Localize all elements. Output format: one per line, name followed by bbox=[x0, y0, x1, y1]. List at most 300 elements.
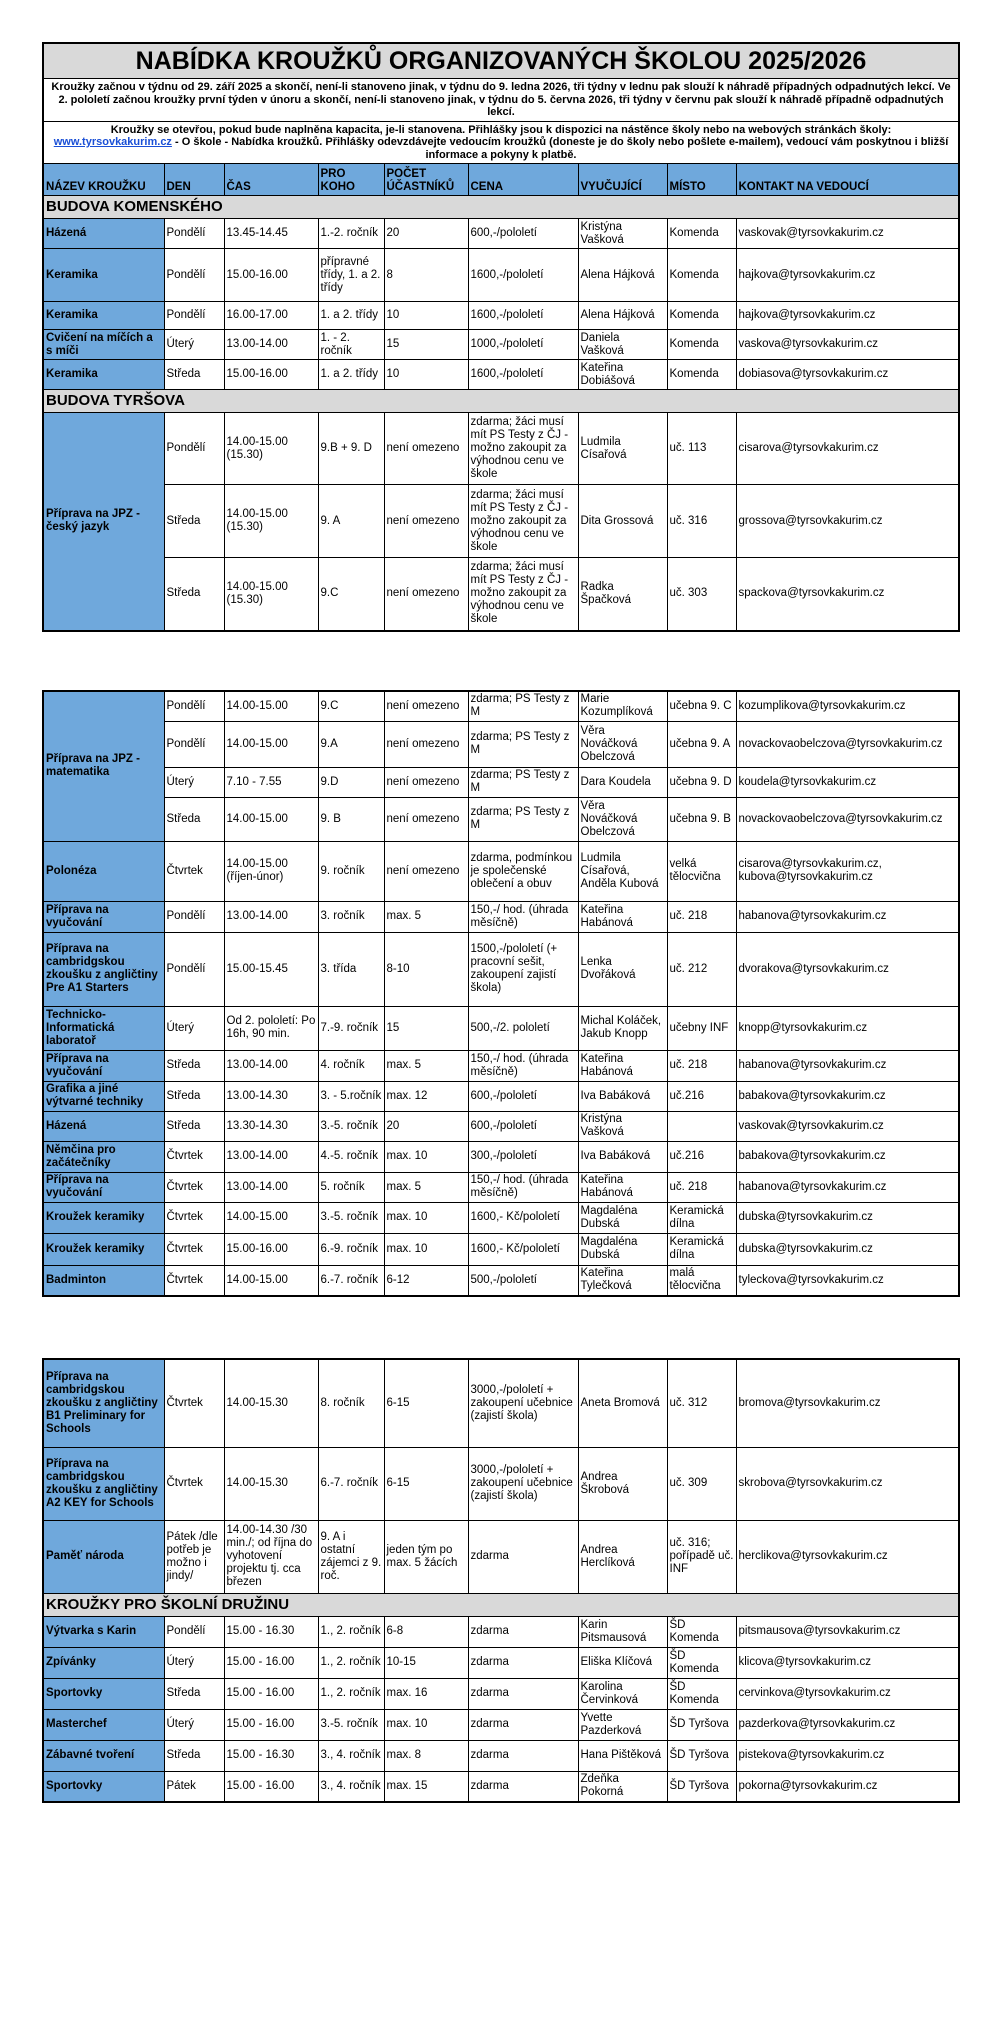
place-cell: Komenda bbox=[667, 330, 736, 360]
place-cell: uč. 316 bbox=[667, 485, 736, 558]
price-cell: zdarma bbox=[468, 1709, 578, 1740]
place-cell: malá tělocvična bbox=[667, 1265, 736, 1296]
teacher-cell: Marie Kozumplíková bbox=[578, 691, 667, 721]
audience-cell: 1. a 2. třídy bbox=[318, 302, 384, 330]
capacity-cell: max. 10 bbox=[384, 1141, 468, 1172]
time-cell: 15.00-16.00 bbox=[224, 360, 318, 390]
contact-cell: bromova@tyrsovkakurim.cz bbox=[736, 1359, 959, 1447]
capacity-cell: 8 bbox=[384, 249, 468, 302]
audience-cell: 1. - 2. ročník bbox=[318, 330, 384, 360]
club-name-cell: Zábavné tvoření bbox=[43, 1740, 164, 1771]
place-cell: ŠD Tyršova bbox=[667, 1740, 736, 1771]
capacity-cell: není omezeno bbox=[384, 558, 468, 631]
contact-cell: cervinkova@tyrsovkakurim.cz bbox=[736, 1678, 959, 1709]
time-cell: 13.00-14.30 bbox=[224, 1081, 318, 1111]
table-row bbox=[43, 797, 959, 841]
table-row bbox=[43, 721, 959, 767]
teacher-cell: Ludmila Císařová bbox=[578, 413, 667, 485]
place-cell: ŠD Komenda bbox=[667, 1616, 736, 1647]
price-cell: zdarma; PS Testy z M bbox=[468, 767, 578, 797]
day-cell: Pondělí bbox=[164, 219, 224, 249]
day-cell: Pondělí bbox=[164, 691, 224, 721]
price-cell: 500,-/2. pololetí bbox=[468, 1006, 578, 1050]
day-cell: Pátek /dle potřeb je možno i jindy/ bbox=[164, 1520, 224, 1593]
audience-cell: 3. ročník bbox=[318, 901, 384, 932]
capacity-cell: 20 bbox=[384, 1111, 468, 1141]
capacity-cell: max. 10 bbox=[384, 1202, 468, 1233]
capacity-cell: max. 12 bbox=[384, 1081, 468, 1111]
teacher-cell: Eliška Klíčová bbox=[578, 1647, 667, 1678]
time-cell: 15.00 - 16.00 bbox=[224, 1771, 318, 1802]
time-cell: 15.00-15.45 bbox=[224, 932, 318, 1006]
place-cell: učebna 9. B bbox=[667, 797, 736, 841]
day-cell: Úterý bbox=[164, 767, 224, 797]
capacity-cell: max. 16 bbox=[384, 1678, 468, 1709]
day-cell: Čtvrtek bbox=[164, 1359, 224, 1447]
teacher-cell: Andrea Herclíková bbox=[578, 1520, 667, 1593]
time-cell: 15.00 - 16.00 bbox=[224, 1647, 318, 1678]
capacity-cell: 6-15 bbox=[384, 1447, 468, 1520]
capacity-cell: 10 bbox=[384, 360, 468, 390]
table-row bbox=[43, 413, 959, 485]
place-cell: Komenda bbox=[667, 219, 736, 249]
club-name-cell: Příprava na vyučování bbox=[43, 1172, 164, 1202]
table-row bbox=[43, 485, 959, 558]
time-cell: 13.00-14.00 bbox=[224, 1172, 318, 1202]
day-cell: Čtvrtek bbox=[164, 1265, 224, 1296]
time-cell: 14.00-15.00 (15.30) bbox=[224, 413, 318, 485]
teacher-cell: Michal Koláček, Jakub Knopp bbox=[578, 1006, 667, 1050]
teacher-cell: Kateřina Dobiášová bbox=[578, 360, 667, 390]
school-website-link[interactable]: www.tyrsovkakurim.cz bbox=[53, 136, 172, 148]
day-cell: Středa bbox=[164, 360, 224, 390]
place-cell: učebna 9. D bbox=[667, 767, 736, 797]
place-cell: Keramická dílna bbox=[667, 1233, 736, 1265]
club-name-cell: Keramika bbox=[43, 360, 164, 390]
day-cell: Pondělí bbox=[164, 1616, 224, 1647]
teacher-cell: Magdaléna Dubská bbox=[578, 1202, 667, 1233]
table-row bbox=[43, 1233, 959, 1265]
price-cell: zdarma, podmínkou je společenské oblečení a obuv bbox=[468, 841, 578, 901]
place-cell: uč.216 bbox=[667, 1081, 736, 1111]
place-cell: uč. 218 bbox=[667, 1172, 736, 1202]
contact-cell: hajkova@tyrsovkakurim.cz bbox=[736, 249, 959, 302]
table-row bbox=[43, 302, 959, 330]
audience-cell: 3., 4. ročník bbox=[318, 1771, 384, 1802]
teacher-cell: Hana Pištěková bbox=[578, 1740, 667, 1771]
club-name-cell: Technicko-Informatická laboratoř bbox=[43, 1006, 164, 1050]
club-name-cell: Sportovky bbox=[43, 1771, 164, 1802]
capacity-cell: max. 10 bbox=[384, 1233, 468, 1265]
price-cell: 500,-/pololetí bbox=[468, 1265, 578, 1296]
time-cell: 15.00 - 16.30 bbox=[224, 1740, 318, 1771]
clubs-table-page-2 bbox=[42, 690, 960, 1297]
teacher-cell: Věra Nováčková Obelczová bbox=[578, 721, 667, 767]
clubs-table-page-3 bbox=[42, 1358, 960, 1803]
contact-cell: vaskova@tyrsovkakurim.cz bbox=[736, 330, 959, 360]
time-cell: 14.00-15.00 (říjen-únor) bbox=[224, 841, 318, 901]
time-cell: 14.00-15.00 bbox=[224, 691, 318, 721]
club-name-cell: Sportovky bbox=[43, 1678, 164, 1709]
table-row bbox=[43, 1616, 959, 1647]
club-name-cell: Házená bbox=[43, 219, 164, 249]
place-cell: učebny INF bbox=[667, 1006, 736, 1050]
teacher-cell: Iva Babáková bbox=[578, 1081, 667, 1111]
table-row bbox=[43, 1050, 959, 1081]
place-cell: Komenda bbox=[667, 360, 736, 390]
day-cell: Středa bbox=[164, 1740, 224, 1771]
price-cell: 1600,-/pololetí bbox=[468, 302, 578, 330]
day-cell: Středa bbox=[164, 485, 224, 558]
audience-cell: 9.A bbox=[318, 721, 384, 767]
capacity-cell: není omezeno bbox=[384, 485, 468, 558]
table-row bbox=[43, 558, 959, 631]
club-name-cell: Keramika bbox=[43, 249, 164, 302]
audience-cell: 9. ročník bbox=[318, 841, 384, 901]
club-name-cell: Házená bbox=[43, 1111, 164, 1141]
price-cell: 1600,- Kč/pololetí bbox=[468, 1233, 578, 1265]
club-name-cell: Kroužek keramiky bbox=[43, 1233, 164, 1265]
day-cell: Úterý bbox=[164, 1006, 224, 1050]
club-name-cell: Příprava na JPZ - matematika bbox=[43, 691, 164, 841]
time-cell: 13.45-14.45 bbox=[224, 219, 318, 249]
audience-cell: 9.B + 9. D bbox=[318, 413, 384, 485]
clubs-table-page-1 bbox=[42, 42, 960, 632]
capacity-cell: 10-15 bbox=[384, 1647, 468, 1678]
day-cell: Pondělí bbox=[164, 901, 224, 932]
contact-cell: vaskovak@tyrsovkakurim.cz bbox=[736, 1111, 959, 1141]
audience-cell: 3.-5. ročník bbox=[318, 1202, 384, 1233]
place-cell: uč. 303 bbox=[667, 558, 736, 631]
contact-cell: dobiasova@tyrsovkakurim.cz bbox=[736, 360, 959, 390]
teacher-cell: Kristýna Vašková bbox=[578, 1111, 667, 1141]
contact-cell: knopp@tyrsovkakurim.cz bbox=[736, 1006, 959, 1050]
day-cell: Pondělí bbox=[164, 413, 224, 485]
day-cell: Středa bbox=[164, 797, 224, 841]
teacher-cell: Daniela Vašková bbox=[578, 330, 667, 360]
contact-cell: babakova@tyrsovkakurim.cz bbox=[736, 1141, 959, 1172]
price-cell: 1600,-/pololetí bbox=[468, 360, 578, 390]
table-row bbox=[43, 1141, 959, 1172]
table-row bbox=[43, 1647, 959, 1678]
club-name-cell: Příprava na cambridgskou zkoušku z angličtiny B1 Preliminary for Schools bbox=[43, 1359, 164, 1447]
teacher-cell: Kateřina Habánová bbox=[578, 1050, 667, 1081]
teacher-cell: Karin Pitsmausová bbox=[578, 1616, 667, 1647]
club-name-cell: Keramika bbox=[43, 302, 164, 330]
audience-cell: 6.-9. ročník bbox=[318, 1233, 384, 1265]
teacher-cell: Kristýna Vašková bbox=[578, 219, 667, 249]
teacher-cell: Yvette Pazderková bbox=[578, 1709, 667, 1740]
capacity-cell: 10 bbox=[384, 302, 468, 330]
table-row bbox=[43, 1111, 959, 1141]
teacher-cell: Iva Babáková bbox=[578, 1141, 667, 1172]
price-cell: zdarma bbox=[468, 1520, 578, 1593]
day-cell: Středa bbox=[164, 1111, 224, 1141]
price-cell: 300,-/pololetí bbox=[468, 1141, 578, 1172]
time-cell: 13.30-14.30 bbox=[224, 1111, 318, 1141]
table-row bbox=[43, 1202, 959, 1233]
capacity-cell: max. 10 bbox=[384, 1709, 468, 1740]
teacher-cell: Kateřina Tylečková bbox=[578, 1265, 667, 1296]
day-cell: Úterý bbox=[164, 1647, 224, 1678]
time-cell: 14.00-15.00 bbox=[224, 797, 318, 841]
capacity-cell: 6-15 bbox=[384, 1359, 468, 1447]
time-cell: 14.00-15.00 (15.30) bbox=[224, 485, 318, 558]
audience-cell: 9.C bbox=[318, 558, 384, 631]
capacity-cell: není omezeno bbox=[384, 841, 468, 901]
day-cell: Pondělí bbox=[164, 302, 224, 330]
day-cell: Čtvrtek bbox=[164, 1202, 224, 1233]
place-cell: ŠD Komenda bbox=[667, 1678, 736, 1709]
capacity-cell: není omezeno bbox=[384, 691, 468, 721]
contact-cell: herclikova@tyrsovkakurim.cz bbox=[736, 1520, 959, 1593]
place-cell: ŠD Tyršova bbox=[667, 1709, 736, 1740]
time-cell: 14.00-15.30 bbox=[224, 1447, 318, 1520]
table-row bbox=[43, 691, 959, 721]
teacher-cell: Zdeňka Pokorná bbox=[578, 1771, 667, 1802]
contact-cell: kozumplikova@tyrsovkakurim.cz bbox=[736, 691, 959, 721]
teacher-cell: Alena Hájková bbox=[578, 249, 667, 302]
place-cell: uč. 212 bbox=[667, 932, 736, 1006]
day-cell: Čtvrtek bbox=[164, 1233, 224, 1265]
table-row bbox=[43, 1520, 959, 1593]
club-name-cell: Příprava na JPZ - český jazyk bbox=[43, 413, 164, 631]
price-cell: zdarma bbox=[468, 1647, 578, 1678]
audience-cell: 9.C bbox=[318, 691, 384, 721]
audience-cell: 5. ročník bbox=[318, 1172, 384, 1202]
time-cell: 15.00 - 16.00 bbox=[224, 1678, 318, 1709]
table-row bbox=[43, 249, 959, 302]
price-cell: 1600,- Kč/pololetí bbox=[468, 1202, 578, 1233]
contact-cell: cisarova@tyrsovkakurim.cz, kubova@tyrsovkakurim.cz bbox=[736, 841, 959, 901]
audience-cell: 3., 4. ročník bbox=[318, 1740, 384, 1771]
contact-cell: klicova@tyrsovkakurim.cz bbox=[736, 1647, 959, 1678]
audience-cell: 1. a 2. třídy bbox=[318, 360, 384, 390]
contact-cell: vaskovak@tyrsovkakurim.cz bbox=[736, 219, 959, 249]
day-cell: Pondělí bbox=[164, 932, 224, 1006]
contact-cell: pitsmausova@tyrsovkakurim.cz bbox=[736, 1616, 959, 1647]
audience-cell: 6.-7. ročník bbox=[318, 1447, 384, 1520]
time-cell: 14.00-15.00 bbox=[224, 1265, 318, 1296]
audience-cell: 9. A bbox=[318, 485, 384, 558]
place-cell: uč. 316; pořípadě uč. INF bbox=[667, 1520, 736, 1593]
capacity-cell: jeden tým po max. 5 žácích bbox=[384, 1520, 468, 1593]
club-name-cell: Příprava na vyučování bbox=[43, 1050, 164, 1081]
audience-cell: 9. B bbox=[318, 797, 384, 841]
table-row bbox=[43, 1006, 959, 1050]
contact-cell: spackova@tyrsovkakurim.cz bbox=[736, 558, 959, 631]
page-title: NABÍDKA KROUŽKŮ ORGANIZOVANÝCH ŠKOLOU 2025/2026 bbox=[43, 43, 959, 79]
time-cell: 16.00-17.00 bbox=[224, 302, 318, 330]
contact-cell: novackovaobelczova@tyrsovkakurim.cz bbox=[736, 721, 959, 767]
price-cell: 1500,-/pololetí (+ pracovní sešit, zakoupení zajistí škola) bbox=[468, 932, 578, 1006]
club-name-cell: Výtvarka s Karin bbox=[43, 1616, 164, 1647]
time-cell: 14.00-15.30 bbox=[224, 1359, 318, 1447]
time-cell: 15.00-16.00 bbox=[224, 249, 318, 302]
time-cell: 15.00 - 16.30 bbox=[224, 1616, 318, 1647]
price-cell: zdarma bbox=[468, 1740, 578, 1771]
audience-cell: 3. třída bbox=[318, 932, 384, 1006]
capacity-cell: není omezeno bbox=[384, 413, 468, 485]
table-row bbox=[43, 901, 959, 932]
price-cell: zdarma bbox=[468, 1678, 578, 1709]
contact-cell: pokorna@tyrsovkakurim.cz bbox=[736, 1771, 959, 1802]
capacity-cell: max. 5 bbox=[384, 1050, 468, 1081]
contact-cell: habanova@tyrsovkakurim.cz bbox=[736, 1172, 959, 1202]
time-cell: 14.00-15.00 (15.30) bbox=[224, 558, 318, 631]
table-row bbox=[43, 767, 959, 797]
capacity-cell: není omezeno bbox=[384, 767, 468, 797]
capacity-cell: není omezeno bbox=[384, 721, 468, 767]
place-cell: učebna 9. A bbox=[667, 721, 736, 767]
teacher-cell: Dita Grossová bbox=[578, 485, 667, 558]
club-name-cell: Polonéza bbox=[43, 841, 164, 901]
place-cell: uč. 218 bbox=[667, 1050, 736, 1081]
contact-cell: pazderkova@tyrsovkakurim.cz bbox=[736, 1709, 959, 1740]
price-cell: 150,-/ hod. (úhrada měsíčně) bbox=[468, 1050, 578, 1081]
day-cell: Úterý bbox=[164, 1709, 224, 1740]
capacity-cell: 15 bbox=[384, 330, 468, 360]
day-cell: Čtvrtek bbox=[164, 841, 224, 901]
audience-cell: přípravné třídy, 1. a 2. třídy bbox=[318, 249, 384, 302]
time-cell: 15.00 - 16.00 bbox=[224, 1709, 318, 1740]
table-row bbox=[43, 1709, 959, 1740]
price-cell: zdarma; žáci musí mít PS Testy z ČJ - možno zakoupit za výhodnou cenu ve škole bbox=[468, 485, 578, 558]
audience-cell: 6.-7. ročník bbox=[318, 1265, 384, 1296]
teacher-cell: Ludmila Císařová, Anděla Kubová bbox=[578, 841, 667, 901]
contact-cell: pistekova@tyrsovkakurim.cz bbox=[736, 1740, 959, 1771]
contact-cell: novackovaobelczova@tyrsovkakurim.cz bbox=[736, 797, 959, 841]
price-cell: zdarma bbox=[468, 1616, 578, 1647]
capacity-cell: 20 bbox=[384, 219, 468, 249]
table-row bbox=[43, 360, 959, 390]
capacity-cell: max. 15 bbox=[384, 1771, 468, 1802]
teacher-cell: Aneta Bromová bbox=[578, 1359, 667, 1447]
day-cell: Čtvrtek bbox=[164, 1172, 224, 1202]
capacity-cell: 15 bbox=[384, 1006, 468, 1050]
contact-cell: cisarova@tyrsovkakurim.cz bbox=[736, 413, 959, 485]
price-cell: zdarma; PS Testy z M bbox=[468, 797, 578, 841]
contact-cell: koudela@tyrsovkakurim.cz bbox=[736, 767, 959, 797]
table-row bbox=[43, 1771, 959, 1802]
day-cell: Pondělí bbox=[164, 249, 224, 302]
place-cell: uč. 218 bbox=[667, 901, 736, 932]
place-cell: velká tělocvična bbox=[667, 841, 736, 901]
club-name-cell: Zpívánky bbox=[43, 1647, 164, 1678]
audience-cell: 3.-5. ročník bbox=[318, 1709, 384, 1740]
contact-cell: skrobova@tyrsovkakurim.cz bbox=[736, 1447, 959, 1520]
price-cell: 600,-/pololetí bbox=[468, 1111, 578, 1141]
teacher-cell: Karolina Červinková bbox=[578, 1678, 667, 1709]
price-cell: zdarma; PS Testy z M bbox=[468, 721, 578, 767]
price-cell: zdarma; žáci musí mít PS Testy z ČJ - možno zakoupit za výhodnou cenu ve škole bbox=[468, 413, 578, 485]
audience-cell: 4.-5. ročník bbox=[318, 1141, 384, 1172]
club-name-cell: Paměť národa bbox=[43, 1520, 164, 1593]
contact-cell: dubska@tyrsovkakurim.cz bbox=[736, 1233, 959, 1265]
capacity-cell: 8-10 bbox=[384, 932, 468, 1006]
day-cell: Čtvrtek bbox=[164, 1141, 224, 1172]
price-cell: 150,-/ hod. (úhrada měsíčně) bbox=[468, 1172, 578, 1202]
audience-cell: 3.-5. ročník bbox=[318, 1111, 384, 1141]
contact-cell: habanova@tyrsovkakurim.cz bbox=[736, 1050, 959, 1081]
time-cell: 14.00-15.00 bbox=[224, 721, 318, 767]
day-cell: Středa bbox=[164, 1050, 224, 1081]
day-cell: Úterý bbox=[164, 330, 224, 360]
table-row bbox=[43, 1265, 959, 1296]
place-cell: uč.216 bbox=[667, 1141, 736, 1172]
time-cell: 13.00-14.00 bbox=[224, 901, 318, 932]
teacher-cell: Alena Hájková bbox=[578, 302, 667, 330]
table-row bbox=[43, 1447, 959, 1520]
price-cell: 600,-/pololetí bbox=[468, 219, 578, 249]
place-cell: Komenda bbox=[667, 302, 736, 330]
place-cell: uč. 113 bbox=[667, 413, 736, 485]
day-cell: Středa bbox=[164, 1678, 224, 1709]
table-header: NÁZEV KROUŽKU DEN ČAS PRO KOHO POČET ÚČASTNÍKŮ CENA VYUČUJÍCÍ MÍSTO KONTAKT NA VEDOUCÍ bbox=[43, 164, 959, 196]
teacher-cell: Dara Koudela bbox=[578, 767, 667, 797]
place-cell bbox=[667, 1111, 736, 1141]
table-row bbox=[43, 330, 959, 360]
contact-cell: dubska@tyrsovkakurim.cz bbox=[736, 1202, 959, 1233]
contact-cell: dvorakova@tyrsovkakurim.cz bbox=[736, 932, 959, 1006]
contact-cell: grossova@tyrsovkakurim.cz bbox=[736, 485, 959, 558]
section-komenskeho: BUDOVA KOMENSKÉHO bbox=[43, 196, 959, 219]
price-cell: zdarma; PS Testy z M bbox=[468, 691, 578, 721]
teacher-cell: Lenka Dvořáková bbox=[578, 932, 667, 1006]
audience-cell: 9. A i ostatní zájemci z 9. roč. bbox=[318, 1520, 384, 1593]
audience-cell: 4. ročník bbox=[318, 1050, 384, 1081]
teacher-cell: Magdaléna Dubská bbox=[578, 1233, 667, 1265]
club-name-cell: Masterchef bbox=[43, 1709, 164, 1740]
time-cell: Od 2. pololetí: Po 16h, 90 min. bbox=[224, 1006, 318, 1050]
contact-cell: hajkova@tyrsovkakurim.cz bbox=[736, 302, 959, 330]
audience-cell: 8. ročník bbox=[318, 1359, 384, 1447]
capacity-cell: 6-12 bbox=[384, 1265, 468, 1296]
price-cell: 3000,-/pololetí + zakoupení učebnice (zajistí škola) bbox=[468, 1359, 578, 1447]
capacity-cell: není omezeno bbox=[384, 797, 468, 841]
club-name-cell: Němčina pro začátečníky bbox=[43, 1141, 164, 1172]
place-cell: ŠD Komenda bbox=[667, 1647, 736, 1678]
audience-cell: 1.-2. ročník bbox=[318, 219, 384, 249]
price-cell: zdarma bbox=[468, 1771, 578, 1802]
place-cell: ŠD Tyršova bbox=[667, 1771, 736, 1802]
table-row bbox=[43, 1172, 959, 1202]
time-cell: 13.00-14.00 bbox=[224, 1141, 318, 1172]
teacher-cell: Věra Nováčková Obelczová bbox=[578, 797, 667, 841]
time-cell: 7.10 - 7.55 bbox=[224, 767, 318, 797]
table-row bbox=[43, 1740, 959, 1771]
club-name-cell: Příprava na cambridgskou zkoušku z angličtiny Pre A1 Starters bbox=[43, 932, 164, 1006]
table-row bbox=[43, 1359, 959, 1447]
time-cell: 14.00-14.30 /30 min./; od října do vyhotovení projektu tj. cca březen bbox=[224, 1520, 318, 1593]
place-cell: Komenda bbox=[667, 249, 736, 302]
teacher-cell: Kateřina Habánová bbox=[578, 901, 667, 932]
club-name-cell: Příprava na vyučování bbox=[43, 901, 164, 932]
time-cell: 13.00-14.00 bbox=[224, 1050, 318, 1081]
section-tyrsova: BUDOVA TYRŠOVA bbox=[43, 390, 959, 413]
day-cell: Středa bbox=[164, 558, 224, 631]
audience-cell: 1., 2. ročník bbox=[318, 1678, 384, 1709]
club-name-cell: Badminton bbox=[43, 1265, 164, 1296]
place-cell: uč. 312 bbox=[667, 1359, 736, 1447]
audience-cell: 3. - 5.ročník bbox=[318, 1081, 384, 1111]
table-row bbox=[43, 841, 959, 901]
audience-cell: 9.D bbox=[318, 767, 384, 797]
day-cell: Pondělí bbox=[164, 721, 224, 767]
capacity-cell: max. 5 bbox=[384, 1172, 468, 1202]
audience-cell: 7.-9. ročník bbox=[318, 1006, 384, 1050]
day-cell: Čtvrtek bbox=[164, 1447, 224, 1520]
